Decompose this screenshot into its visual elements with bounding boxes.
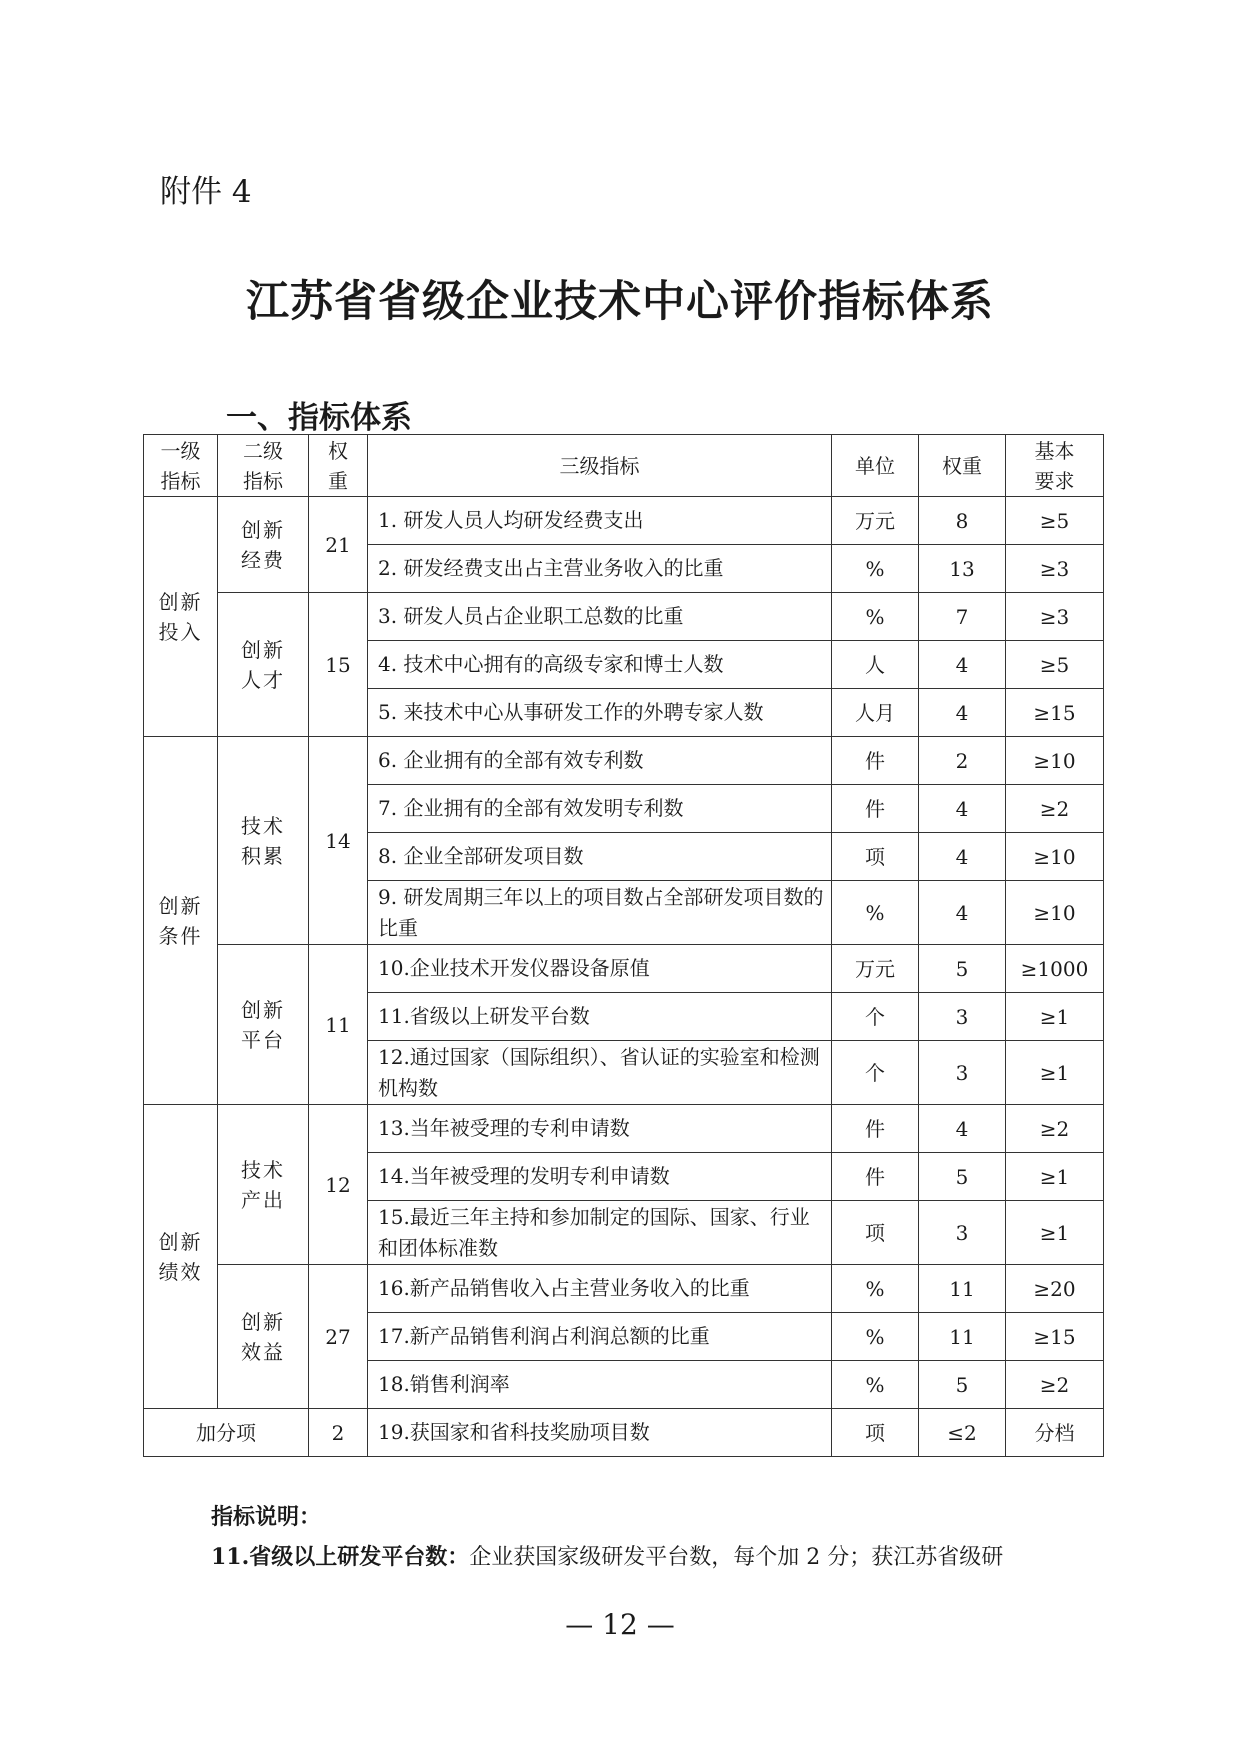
requirement-cell: ≥2	[1006, 785, 1104, 833]
weight-cell: 4	[919, 689, 1006, 737]
table-row	[144, 945, 1104, 993]
notes-item	[211, 1540, 1003, 1571]
requirement-cell: ≥5	[1006, 497, 1104, 545]
weight-cell: 7	[919, 593, 1006, 641]
indicator-cell: 9. 研发周期三年以上的项目数占全部研发项目数的比重	[368, 881, 832, 945]
subgroup-weight: 11	[309, 945, 368, 1105]
unit-cell: %	[832, 593, 919, 641]
notes-title: 指标说明：	[211, 1504, 322, 1530]
subgroup-weight: 21	[309, 497, 368, 593]
requirement-cell: ≥20	[1006, 1265, 1104, 1313]
weight-cell: 3	[919, 1041, 1006, 1105]
weight-cell: 11	[919, 1265, 1006, 1313]
weight-cell: 2	[919, 737, 1006, 785]
unit-cell: %	[832, 881, 919, 945]
requirement-cell: ≥1	[1006, 1201, 1104, 1265]
weight-cell: 4	[919, 881, 1006, 945]
attachment-label: 附件 4	[160, 174, 252, 210]
requirement-cell: ≥15	[1006, 689, 1104, 737]
subgroup-weight: 14	[309, 737, 368, 945]
document-title: 江苏省省级企业技术中心评价指标体系	[246, 277, 994, 327]
requirement-cell: ≥15	[1006, 1313, 1104, 1361]
unit-cell: 万元	[832, 945, 919, 993]
subgroup-cell: 技术 产出	[218, 1105, 309, 1265]
indicator-cell: 17.新产品销售利润占利润总额的比重	[368, 1313, 832, 1361]
subgroup-weight: 27	[309, 1265, 368, 1409]
unit-cell: 个	[832, 993, 919, 1041]
requirement-cell: ≥10	[1006, 881, 1104, 945]
table-row	[144, 497, 1104, 545]
bonus-row	[144, 1409, 1104, 1457]
table-row	[144, 1105, 1104, 1153]
unit-cell: %	[832, 1265, 919, 1313]
requirement-cell: ≥1	[1006, 1041, 1104, 1105]
indicator-cell: 1. 研发人员人均研发经费支出	[368, 497, 832, 545]
indicator-cell: 6. 企业拥有的全部有效专利数	[368, 737, 832, 785]
weight-cell: 5	[919, 1153, 1006, 1201]
indicator-cell: 4. 技术中心拥有的高级专家和博士人数	[368, 641, 832, 689]
header-requirement: 基本 要求	[1006, 435, 1104, 497]
unit-cell: 人月	[832, 689, 919, 737]
weight-cell: 4	[919, 641, 1006, 689]
header-level1: 一级 指标	[144, 435, 218, 497]
unit-cell: 项	[832, 833, 919, 881]
unit-cell: 件	[832, 1153, 919, 1201]
section-heading: 一、指标体系	[226, 400, 412, 436]
subgroup-weight: 15	[309, 593, 368, 737]
weight-cell: 11	[919, 1313, 1006, 1361]
group-cell: 创新 投入	[144, 497, 218, 737]
indicator-table	[143, 434, 1104, 1457]
header-weight2: 权 重	[309, 435, 368, 497]
unit-cell: %	[832, 1313, 919, 1361]
weight-cell: 3	[919, 1201, 1006, 1265]
header-unit: 单位	[832, 435, 919, 497]
notes-item-text: 企业获国家级研发平台数，每个加 2 分；获江苏省级研	[469, 1545, 1004, 1570]
subgroup-cell: 创新 经费	[218, 497, 309, 593]
indicator-cell: 7. 企业拥有的全部有效发明专利数	[368, 785, 832, 833]
indicator-cell: 14.当年被受理的发明专利申请数	[368, 1153, 832, 1201]
unit-cell: 件	[832, 785, 919, 833]
subgroup-cell: 创新 平台	[218, 945, 309, 1105]
bonus-name-cell: 加分项	[144, 1409, 309, 1457]
table-row	[144, 737, 1104, 785]
requirement-cell: ≥1	[1006, 993, 1104, 1041]
subgroup-weight: 12	[309, 1105, 368, 1265]
indicator-cell: 2. 研发经费支出占主营业务收入的比重	[368, 545, 832, 593]
requirement-cell: ≥2	[1006, 1361, 1104, 1409]
indicator-cell: 10.企业技术开发仪器设备原值	[368, 945, 832, 993]
group-cell: 创新 条件	[144, 737, 218, 1105]
requirement-cell: 分档	[1006, 1409, 1104, 1457]
table-header-row	[144, 435, 1104, 497]
header-level2: 二级 指标	[218, 435, 309, 497]
requirement-cell: ≥2	[1006, 1105, 1104, 1153]
unit-cell: 人	[832, 641, 919, 689]
subgroup-cell: 技术 积累	[218, 737, 309, 945]
bonus-weight-cell: 2	[309, 1409, 368, 1457]
weight-cell: 4	[919, 1105, 1006, 1153]
unit-cell: 万元	[832, 497, 919, 545]
unit-cell: 项	[832, 1201, 919, 1265]
unit-cell: 件	[832, 737, 919, 785]
unit-cell: %	[832, 545, 919, 593]
indicator-cell: 18.销售利润率	[368, 1361, 832, 1409]
weight-cell: 13	[919, 545, 1006, 593]
weight-cell: 5	[919, 945, 1006, 993]
requirement-cell: ≥10	[1006, 833, 1104, 881]
weight-cell: ≤2	[919, 1409, 1006, 1457]
requirement-cell: ≥3	[1006, 593, 1104, 641]
table-row	[144, 1265, 1104, 1313]
header-level3: 三级指标	[368, 435, 832, 497]
indicator-cell: 19.获国家和省科技奖励项目数	[368, 1409, 832, 1457]
subgroup-cell: 创新 人才	[218, 593, 309, 737]
indicator-cell: 16.新产品销售收入占主营业务收入的比重	[368, 1265, 832, 1313]
weight-cell: 3	[919, 993, 1006, 1041]
notes-item-label: 11.省级以上研发平台数：	[211, 1544, 470, 1570]
table-row	[144, 593, 1104, 641]
requirement-cell: ≥1	[1006, 1153, 1104, 1201]
weight-cell: 5	[919, 1361, 1006, 1409]
indicator-cell: 8. 企业全部研发项目数	[368, 833, 832, 881]
weight-cell: 4	[919, 785, 1006, 833]
page-number: — 12 —	[565, 1608, 675, 1641]
unit-cell: 件	[832, 1105, 919, 1153]
requirement-cell: ≥1000	[1006, 945, 1104, 993]
subgroup-cell: 创新 效益	[218, 1265, 309, 1409]
indicator-cell: 12.通过国家（国际组织）、省认证的实验室和检测机构数	[368, 1041, 832, 1105]
indicator-cell: 5. 来技术中心从事研发工作的外聘专家人数	[368, 689, 832, 737]
header-weight: 权重	[919, 435, 1006, 497]
unit-cell: %	[832, 1361, 919, 1409]
unit-cell: 项	[832, 1409, 919, 1457]
weight-cell: 4	[919, 833, 1006, 881]
requirement-cell: ≥10	[1006, 737, 1104, 785]
requirement-cell: ≥5	[1006, 641, 1104, 689]
indicator-cell: 13.当年被受理的专利申请数	[368, 1105, 832, 1153]
group-cell: 创新 绩效	[144, 1105, 218, 1409]
indicator-cell: 15.最近三年主持和参加制定的国际、国家、行业和团体标准数	[368, 1201, 832, 1265]
requirement-cell: ≥3	[1006, 545, 1104, 593]
weight-cell: 8	[919, 497, 1006, 545]
unit-cell: 个	[832, 1041, 919, 1105]
indicator-cell: 3. 研发人员占企业职工总数的比重	[368, 593, 832, 641]
indicator-cell: 11.省级以上研发平台数	[368, 993, 832, 1041]
